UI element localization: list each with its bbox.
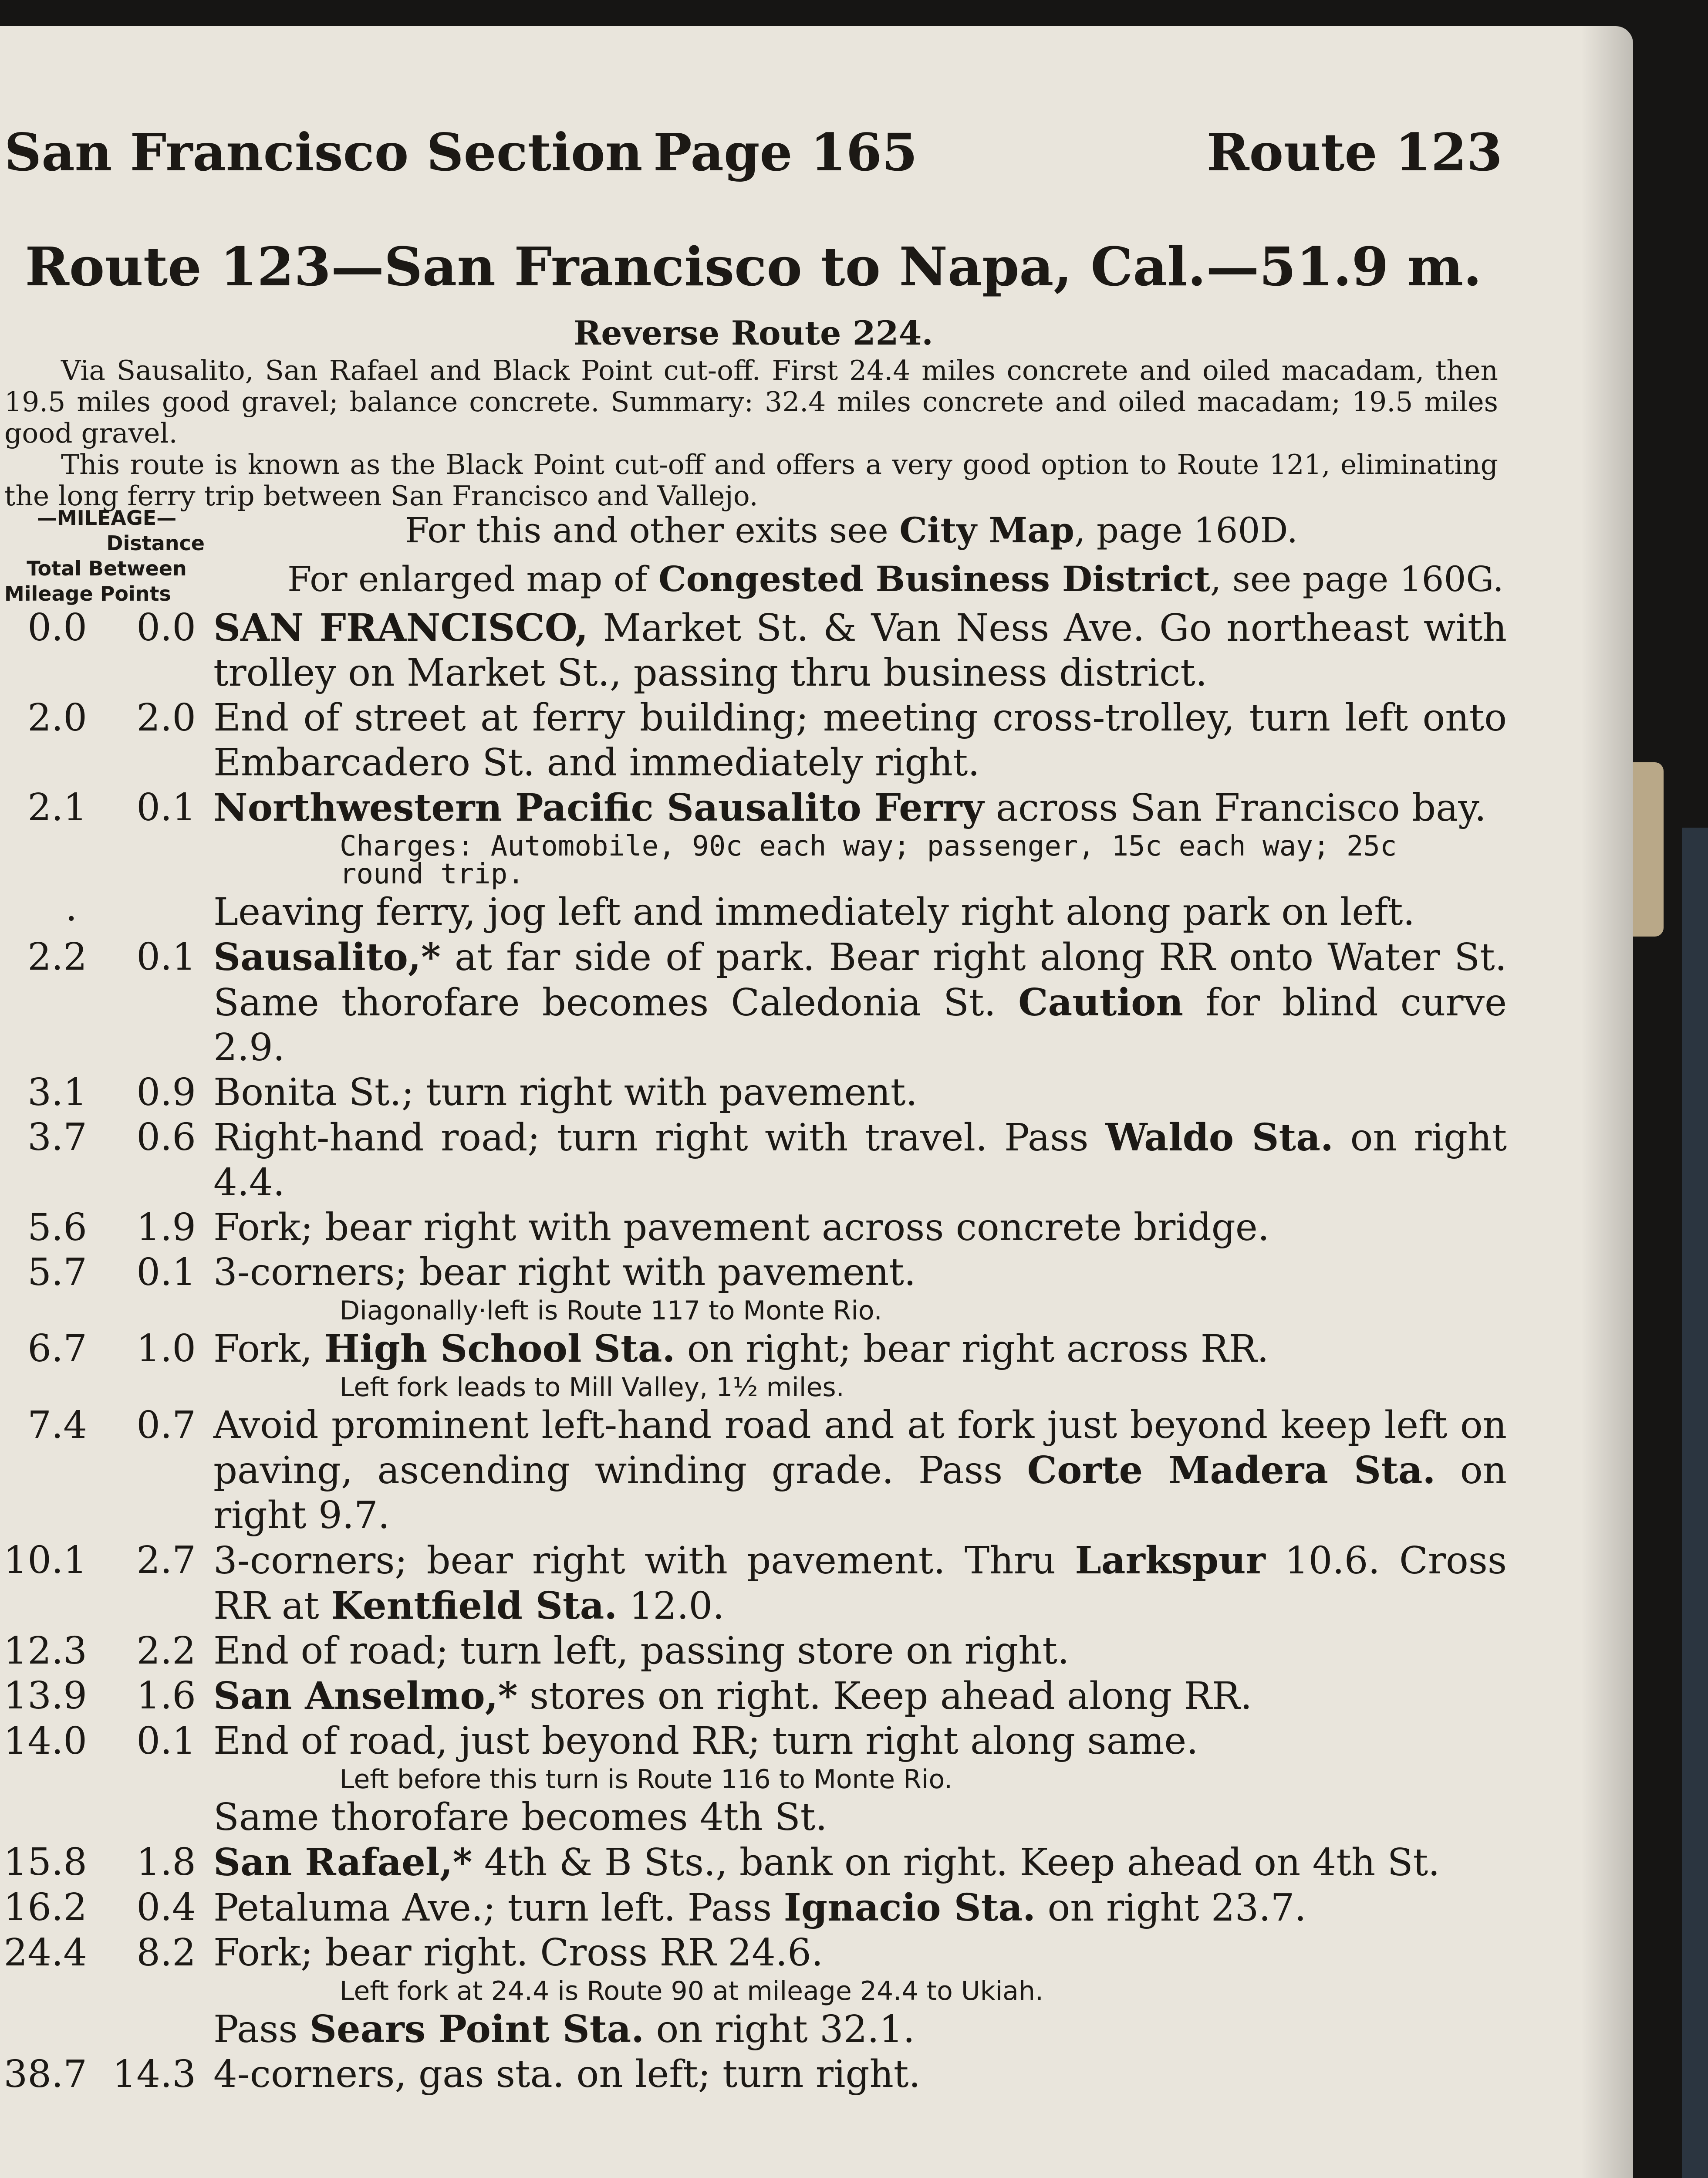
place-name: Corte Madera Sta. [1027,1448,1436,1492]
distance-between: 1.6 [136,1674,196,1718]
route-title: Route 123—San Francisco to Napa, Cal.—51.9 m. [25,235,1482,298]
intro-paragraph: This route is known as the Black Point cut-off and offers a very good option to Route 121, eliminating the long ferry trip between San Francisco and Vallejo. [4,449,1498,512]
direction-text: on right 32.1. [644,2008,915,2051]
place-name: Ignacio Sta. [783,1886,1036,1930]
total-mileage: 3.1 [27,1071,87,1114]
route-description [213,1885,1507,1931]
distance-between: 0.1 [136,1251,196,1294]
direction-text: 3-corners; bear right with pavement. [213,1251,916,1294]
direction-text: Market St. & Van Ness Ave. Go northeast with trolley on Market St., passing thru business district. [213,606,1507,695]
total-mileage: 12.3 [3,1629,87,1673]
route-description [213,1931,1507,1975]
congested-post: , see page 160G. [1210,559,1504,599]
direction-text: Pass [213,2008,310,2051]
direction-text: at far side of park. Bear right along RR onto Water St. Same thorofare becomes Caledonia St. [213,936,1507,1025]
mileage-points-label: Mileage Points [4,582,171,605]
total-mileage: 5.6 [27,1206,87,1249]
mileage-title: —MILEAGE— [37,506,177,530]
place-name: Waldo Sta. [1105,1116,1333,1160]
route-description [213,696,1507,785]
total-mileage: 38.7 [3,2053,87,2096]
route-row [0,605,1507,696]
distance-between: 1.0 [136,1327,196,1370]
route-row [0,1070,1507,1115]
route-row [0,1115,1507,1205]
direction-text: End of road, just beyond RR; turn right along same. [213,1719,1198,1763]
direction-text: stores on right. Keep ahead along RR. [517,1674,1252,1718]
route-description [213,1719,1507,1764]
route-description [213,1115,1507,1205]
distance-between: 0.1 [136,1719,196,1763]
place-name: Sausalito,* [213,935,441,979]
place-name: Northwestern Pacific Sausalito Ferry [213,786,984,830]
direction-text: 3-corners; bear right with pavement. Thru [213,1539,1075,1583]
route-directions [0,605,1507,2097]
direction-text: on right 9.7. [213,1449,1507,1537]
route-row [0,2007,1507,2052]
total-mileage: 14.0 [3,1719,87,1763]
direction-text: on right; bear right across RR. [675,1327,1269,1371]
route-description [213,935,1507,1070]
distance-between: 0.9 [136,1071,196,1114]
place-name: San Anselmo,* [213,1674,518,1718]
route-description [213,605,1507,696]
route-row [0,696,1507,785]
route-row [0,1931,1507,1975]
distance-between: 1.9 [136,1206,196,1249]
total-mileage: 0.0 [27,606,87,649]
distance-between: 8.2 [136,1931,196,1975]
route-row [0,1719,1507,1764]
route-note: Charges: Automobile, 90c each way; passenger, 15c each way; 25c round trip. [340,830,1397,890]
distance-between: 2.7 [136,1539,196,1582]
total-mileage: 15.8 [3,1840,87,1884]
total-between-label: Total Between [27,557,187,580]
direction-text: Leaving ferry, jog left and immediately right along park on left. [213,890,1415,934]
route-row [0,1205,1507,1250]
direction-text: 12.0. [617,1584,725,1628]
section-title: San Francisco Section [4,122,643,183]
route-note: Diagonally·left is Route 117 to Monte Rio. [340,1295,882,1326]
route-note: Left fork at 24.4 is Route 90 at mileage 24.4 to Ukiah. [340,1976,1044,2006]
distance-between: 0.4 [136,1886,196,1929]
total-mileage: 6.7 [27,1327,87,1370]
direction-text: on right 23.7. [1036,1886,1306,1930]
book-spine [1682,828,1708,2178]
city-map-pre: For this and other exits see [405,510,900,551]
total-mileage: 24.4 [3,1931,87,1975]
direction-text: Fork; bear right. Cross RR 24.6. [213,1931,824,1975]
total-mileage: 16.2 [3,1886,87,1929]
route-row [0,2052,1507,2097]
distance-between: 0.1 [136,786,196,829]
place-name: Caution [1018,981,1184,1025]
mileage-column-label [4,505,209,606]
route-note: Left before this turn is Route 116 to Monte Rio. [340,1764,953,1795]
route-number: Route 123 [1206,122,1502,183]
total-mileage: 2.2 [27,935,87,979]
place-name: Sears Point Sta. [309,2007,645,2051]
route-description [213,1629,1507,1674]
direction-text: on right 4.4. [213,1116,1507,1204]
distance-between: 2.0 [136,696,196,740]
route-row [0,1538,1507,1629]
route-row [0,1885,1507,1931]
city-map-note [405,510,1624,551]
total-mileage: 3.7 [27,1116,87,1159]
route-row [0,1840,1507,1885]
direction-text: End of road; turn left, passing store on right. [213,1629,1070,1673]
route-description [213,1326,1507,1372]
place-name: San Rafael,* [213,1840,473,1884]
route-description [213,1205,1507,1250]
direction-text: Petaluma Ave.; turn left. Pass [213,1886,784,1930]
direction-text: End of street at ferry building; meeting cross-trolley, turn left onto Embarcadero St. and immediately right. [213,696,1507,785]
route-note: Left fork leads to Mill Valley, 1½ miles. [340,1372,844,1403]
route-row [0,1326,1507,1372]
total-mileage: 10.1 [3,1539,87,1582]
city-map-bold: City Map [899,510,1074,551]
route-row [0,1250,1507,1295]
page-tab [1633,762,1664,937]
page-number: Page 165 [653,122,918,183]
route-row [0,1629,1507,1674]
route-description [213,785,1507,831]
row-marker: . [65,886,78,930]
total-mileage: 13.9 [3,1674,87,1718]
route-description [213,1538,1507,1629]
direction-text: 4-corners, gas sta. on left; turn right. [213,2053,921,2096]
place-name: Sta. [593,1327,675,1371]
distance-between: 0.6 [136,1116,196,1159]
direction-text: Avoid prominent left-hand road and at fork just beyond keep left on paving, ascending winding grade. Pass [213,1404,1507,1492]
congested-bold: Congested Business District [658,558,1210,599]
distance-between: 0.7 [136,1404,196,1447]
direction-text: Bonita St.; turn right with pavement. [213,1071,918,1114]
direction-text: for blind curve 2.9. [213,981,1507,1069]
direction-text: 4th & B Sts., bank on right. Keep ahead on 4th St. [472,1841,1440,1884]
direction-text: Same thorofare becomes 4th St. [213,1796,827,1839]
place-name: Kentfield Sta. [331,1584,618,1628]
intro-paragraph: Via Sausalito, San Rafael and Black Point cut-off. First 24.4 miles concrete and oiled macadam, then 19.5 miles good gravel; balance concrete. Summary: 32.4 miles concrete and oiled macadam; 19.5 miles good gravel. [4,355,1498,449]
route-description [213,1795,1507,1840]
route-description [213,1250,1507,1295]
place-name: Larkspur [1075,1539,1266,1583]
route-row [0,935,1507,1070]
total-mileage: 2.1 [27,786,87,829]
congested-district-note [287,558,1507,599]
route-description [213,2007,1507,2052]
direction-text: 10.6. Cross RR at [213,1539,1507,1628]
route-description [213,2052,1507,2097]
route-row [0,1403,1507,1538]
distance-between: 1.8 [136,1840,196,1884]
running-header [0,122,1633,209]
congested-pre: For enlarged map of [287,559,658,599]
direction-text [582,1327,594,1371]
direction-text: Fork; bear right with pavement across concrete bridge. [213,1206,1270,1249]
distance-label: Distance [106,531,205,555]
place-name: SAN FRANCISCO, [213,606,588,650]
total-mileage: 7.4 [27,1404,87,1447]
distance-between: 14.3 [112,2053,196,2096]
distance-between: 0.1 [136,935,196,979]
route-row [0,886,1507,935]
distance-between: 0.0 [136,606,196,649]
place-name: High School [324,1327,582,1371]
route-row [0,785,1507,831]
city-map-post: , page 160D. [1074,510,1298,551]
route-description [213,1070,1507,1115]
direction-text: across San Francisco bay. [984,786,1486,830]
route-description [213,1403,1507,1538]
direction-text: Right-hand road; turn right with travel. Pass [213,1116,1106,1160]
distance-between: 2.2 [136,1629,196,1673]
route-description [213,890,1507,935]
total-mileage: 5.7 [27,1251,87,1294]
book-page [0,26,1633,2178]
route-description [213,1840,1507,1885]
total-mileage: 2.0 [27,696,87,740]
route-description [213,1674,1507,1719]
route-intro [4,355,1498,512]
route-row [0,1674,1507,1719]
direction-text: Fork, [213,1327,324,1371]
route-row [0,1795,1507,1840]
reverse-route: Reverse Route 224. [574,314,933,352]
